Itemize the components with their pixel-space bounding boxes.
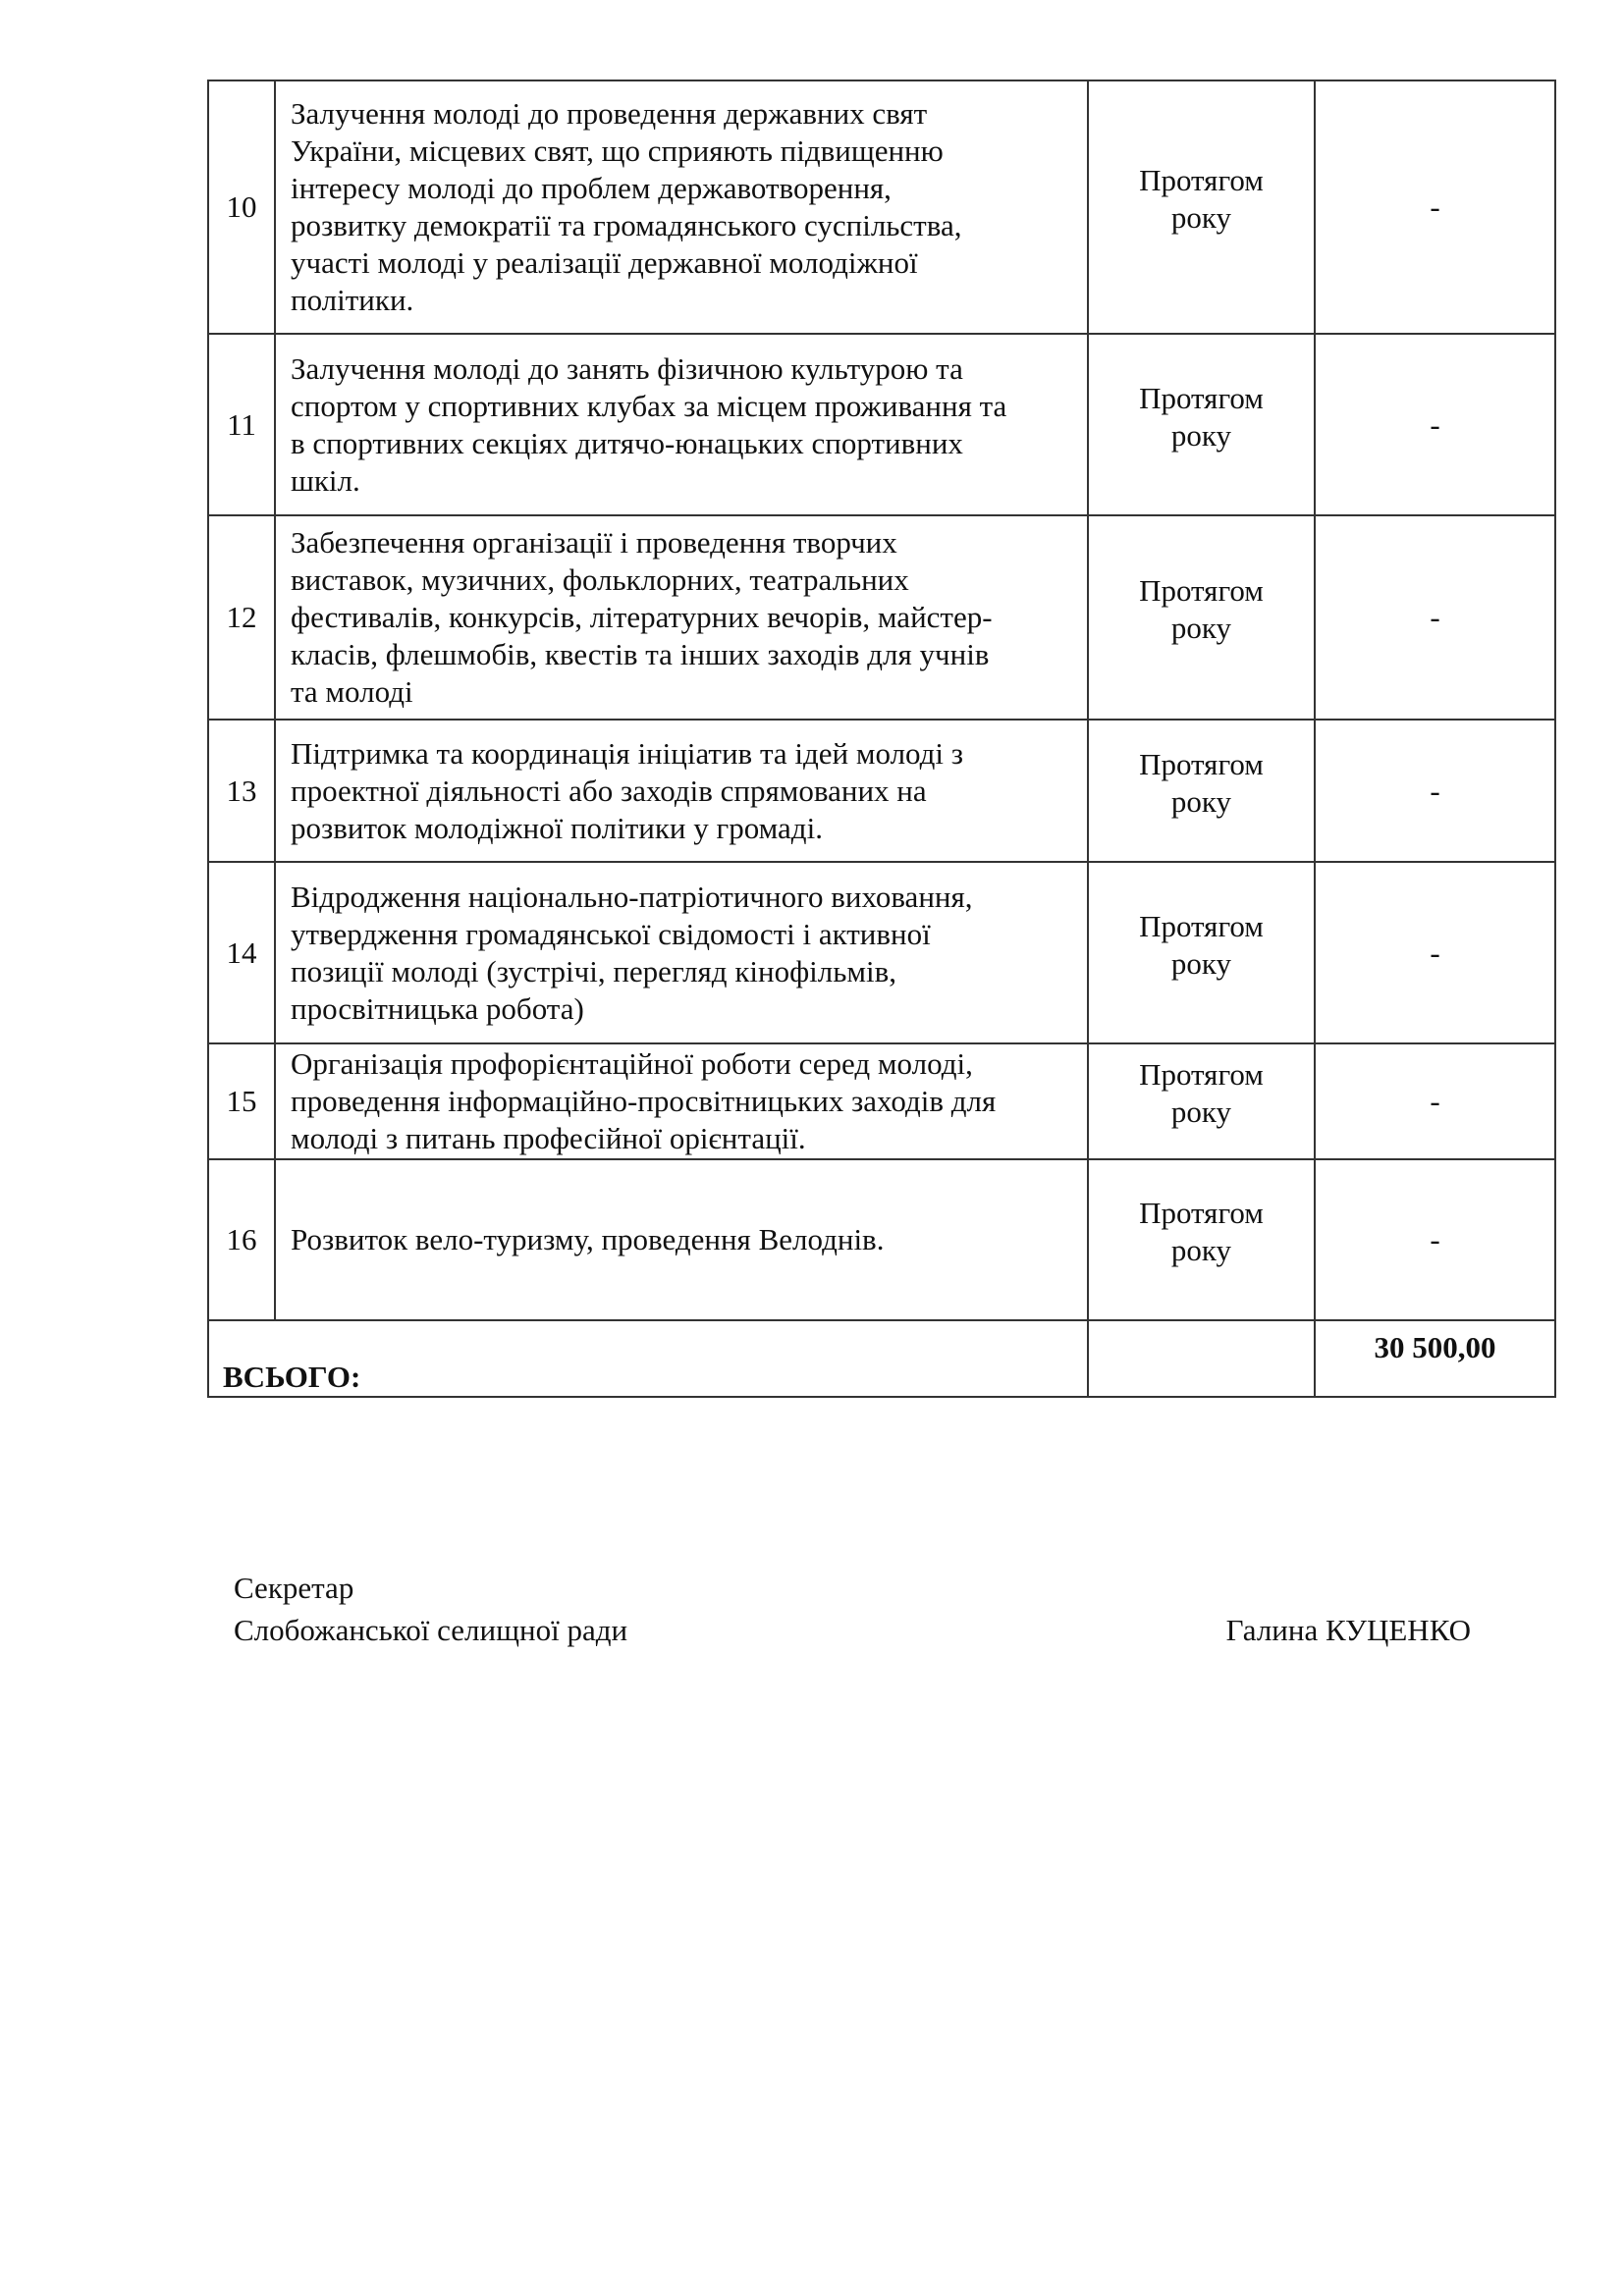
description-line: позиції молоді (зустрічі, перегляд кінофільмів, [291,953,897,988]
term-line: року [1170,1233,1232,1267]
term-cell [1088,1159,1315,1320]
term-cell [1088,720,1315,862]
description-line: Відродження національно-патріотичного виховання, [291,879,973,914]
total-label-cell [208,1320,1088,1397]
total-amount-cell [1315,1320,1555,1397]
measure-description [275,334,1088,515]
description-line: молоді з питань професійної орієнтації. [291,1121,806,1155]
row-number: 12 [208,515,275,720]
description-line: Розвиток вело-туризму, проведення Велоднів. [291,1222,885,1256]
measure-description [275,720,1088,862]
signature-organization-line [234,1609,1471,1651]
signature-organization: Слобожанської селищної ради [234,1613,628,1647]
description-line: розвиток молодіжної політики у громаді. [291,810,823,845]
description-line: розвитку демократії та громадянського суспільства, [291,208,962,242]
description-line: фестивалів, конкурсів, літературних вечорів, майстер- [291,600,993,634]
total-term-cell [1088,1320,1315,1397]
table-row [208,720,1555,862]
term-line: року [1170,1095,1232,1129]
amount-value: - [1430,773,1440,808]
amount-cell [1315,80,1555,334]
term-line: Протягом [1139,163,1264,197]
amount-value: - [1430,1084,1440,1118]
term-line: Протягом [1139,1196,1264,1230]
amount-value: - [1430,600,1440,634]
description-line: участі молоді у реалізації державної молодіжної [291,245,918,280]
table-row [208,1159,1555,1320]
description-line: Організація профорієнтаційної роботи серед молоді, [291,1046,973,1081]
total-label: ВСЬОГО: [223,1360,361,1394]
description-line: та молоді [291,674,413,709]
amount-value: - [1430,934,1440,970]
total-amount: 30 500,00 [1374,1330,1496,1364]
term-line: Протягом [1139,1057,1264,1092]
table-row [208,80,1555,334]
term-line: року [1170,417,1232,453]
table-row [208,334,1555,515]
term-line: Протягом [1139,573,1264,608]
description-line: інтересу молоді до проблем державотворення, [291,171,892,205]
term-cell [1088,515,1315,720]
description-line: Залучення молоді до проведення державних свят [291,96,928,131]
row-number: 11 [208,334,275,515]
description-line: в спортивних секціях дитячо-юнацьких спортивних [291,425,963,460]
measure-description [275,1043,1088,1159]
total-row [208,1320,1555,1397]
term-cell [1088,862,1315,1043]
description-line: класів, флешмобів, квестів та інших заходів для учнів [291,637,990,671]
description-line: Підтримка та координація ініціатив та ідей молоді з [291,735,964,771]
row-number: 14 [208,862,275,1043]
row-number: 13 [208,720,275,862]
description-line: політики. [291,283,414,317]
description-line: шкіл. [291,462,360,498]
signature-position: Секретар [234,1571,354,1605]
description-line: Забезпечення організації і проведення творчих [291,525,897,560]
description-line: утвердження громадянської свідомості і активної [291,916,931,951]
row-number: 16 [208,1159,275,1320]
amount-cell [1315,515,1555,720]
amount-value: - [1430,1222,1440,1256]
term-line: Протягом [1139,908,1264,943]
term-cell [1088,80,1315,334]
description-line: проектної діяльності або заходів спрямованих на [291,773,927,808]
table-row [208,862,1555,1043]
term-cell [1088,334,1315,515]
description-line: спортом у спортивних клубах за місцем проживання та [291,388,1007,423]
term-line: Протягом [1139,380,1264,415]
description-line: просвітницька робота) [291,990,584,1026]
amount-cell [1315,1159,1555,1320]
term-line: року [1170,611,1232,645]
term-line: Протягом [1139,746,1264,781]
description-line: виставок, музичних, фольклорних, театральних [291,562,909,597]
measure-description [275,515,1088,720]
term-line: року [1170,200,1232,235]
amount-cell [1315,1043,1555,1159]
table-row [208,515,1555,720]
row-number: 15 [208,1043,275,1159]
signature-block [234,1567,1471,1651]
description-line: проведення інформаційно-просвітницьких заходів для [291,1084,997,1118]
term-line: року [1170,945,1232,981]
amount-value: - [1430,189,1440,224]
signatory-name: Галина КУЦЕНКО [1225,1613,1471,1647]
amount-cell [1315,720,1555,862]
row-number: 10 [208,80,275,334]
measure-description [275,1159,1088,1320]
measure-description [275,862,1088,1043]
measure-description [275,80,1088,334]
table-row [208,1043,1555,1159]
description-line: Залучення молоді до занять фізичною культурою та [291,350,963,386]
term-line: року [1170,783,1232,819]
term-cell [1088,1043,1315,1159]
amount-cell [1315,862,1555,1043]
amount-cell [1315,334,1555,515]
description-line: України, місцевих свят, що сприяють підвищенню [291,133,944,168]
measures-table [207,80,1556,1398]
amount-value: - [1430,406,1440,442]
